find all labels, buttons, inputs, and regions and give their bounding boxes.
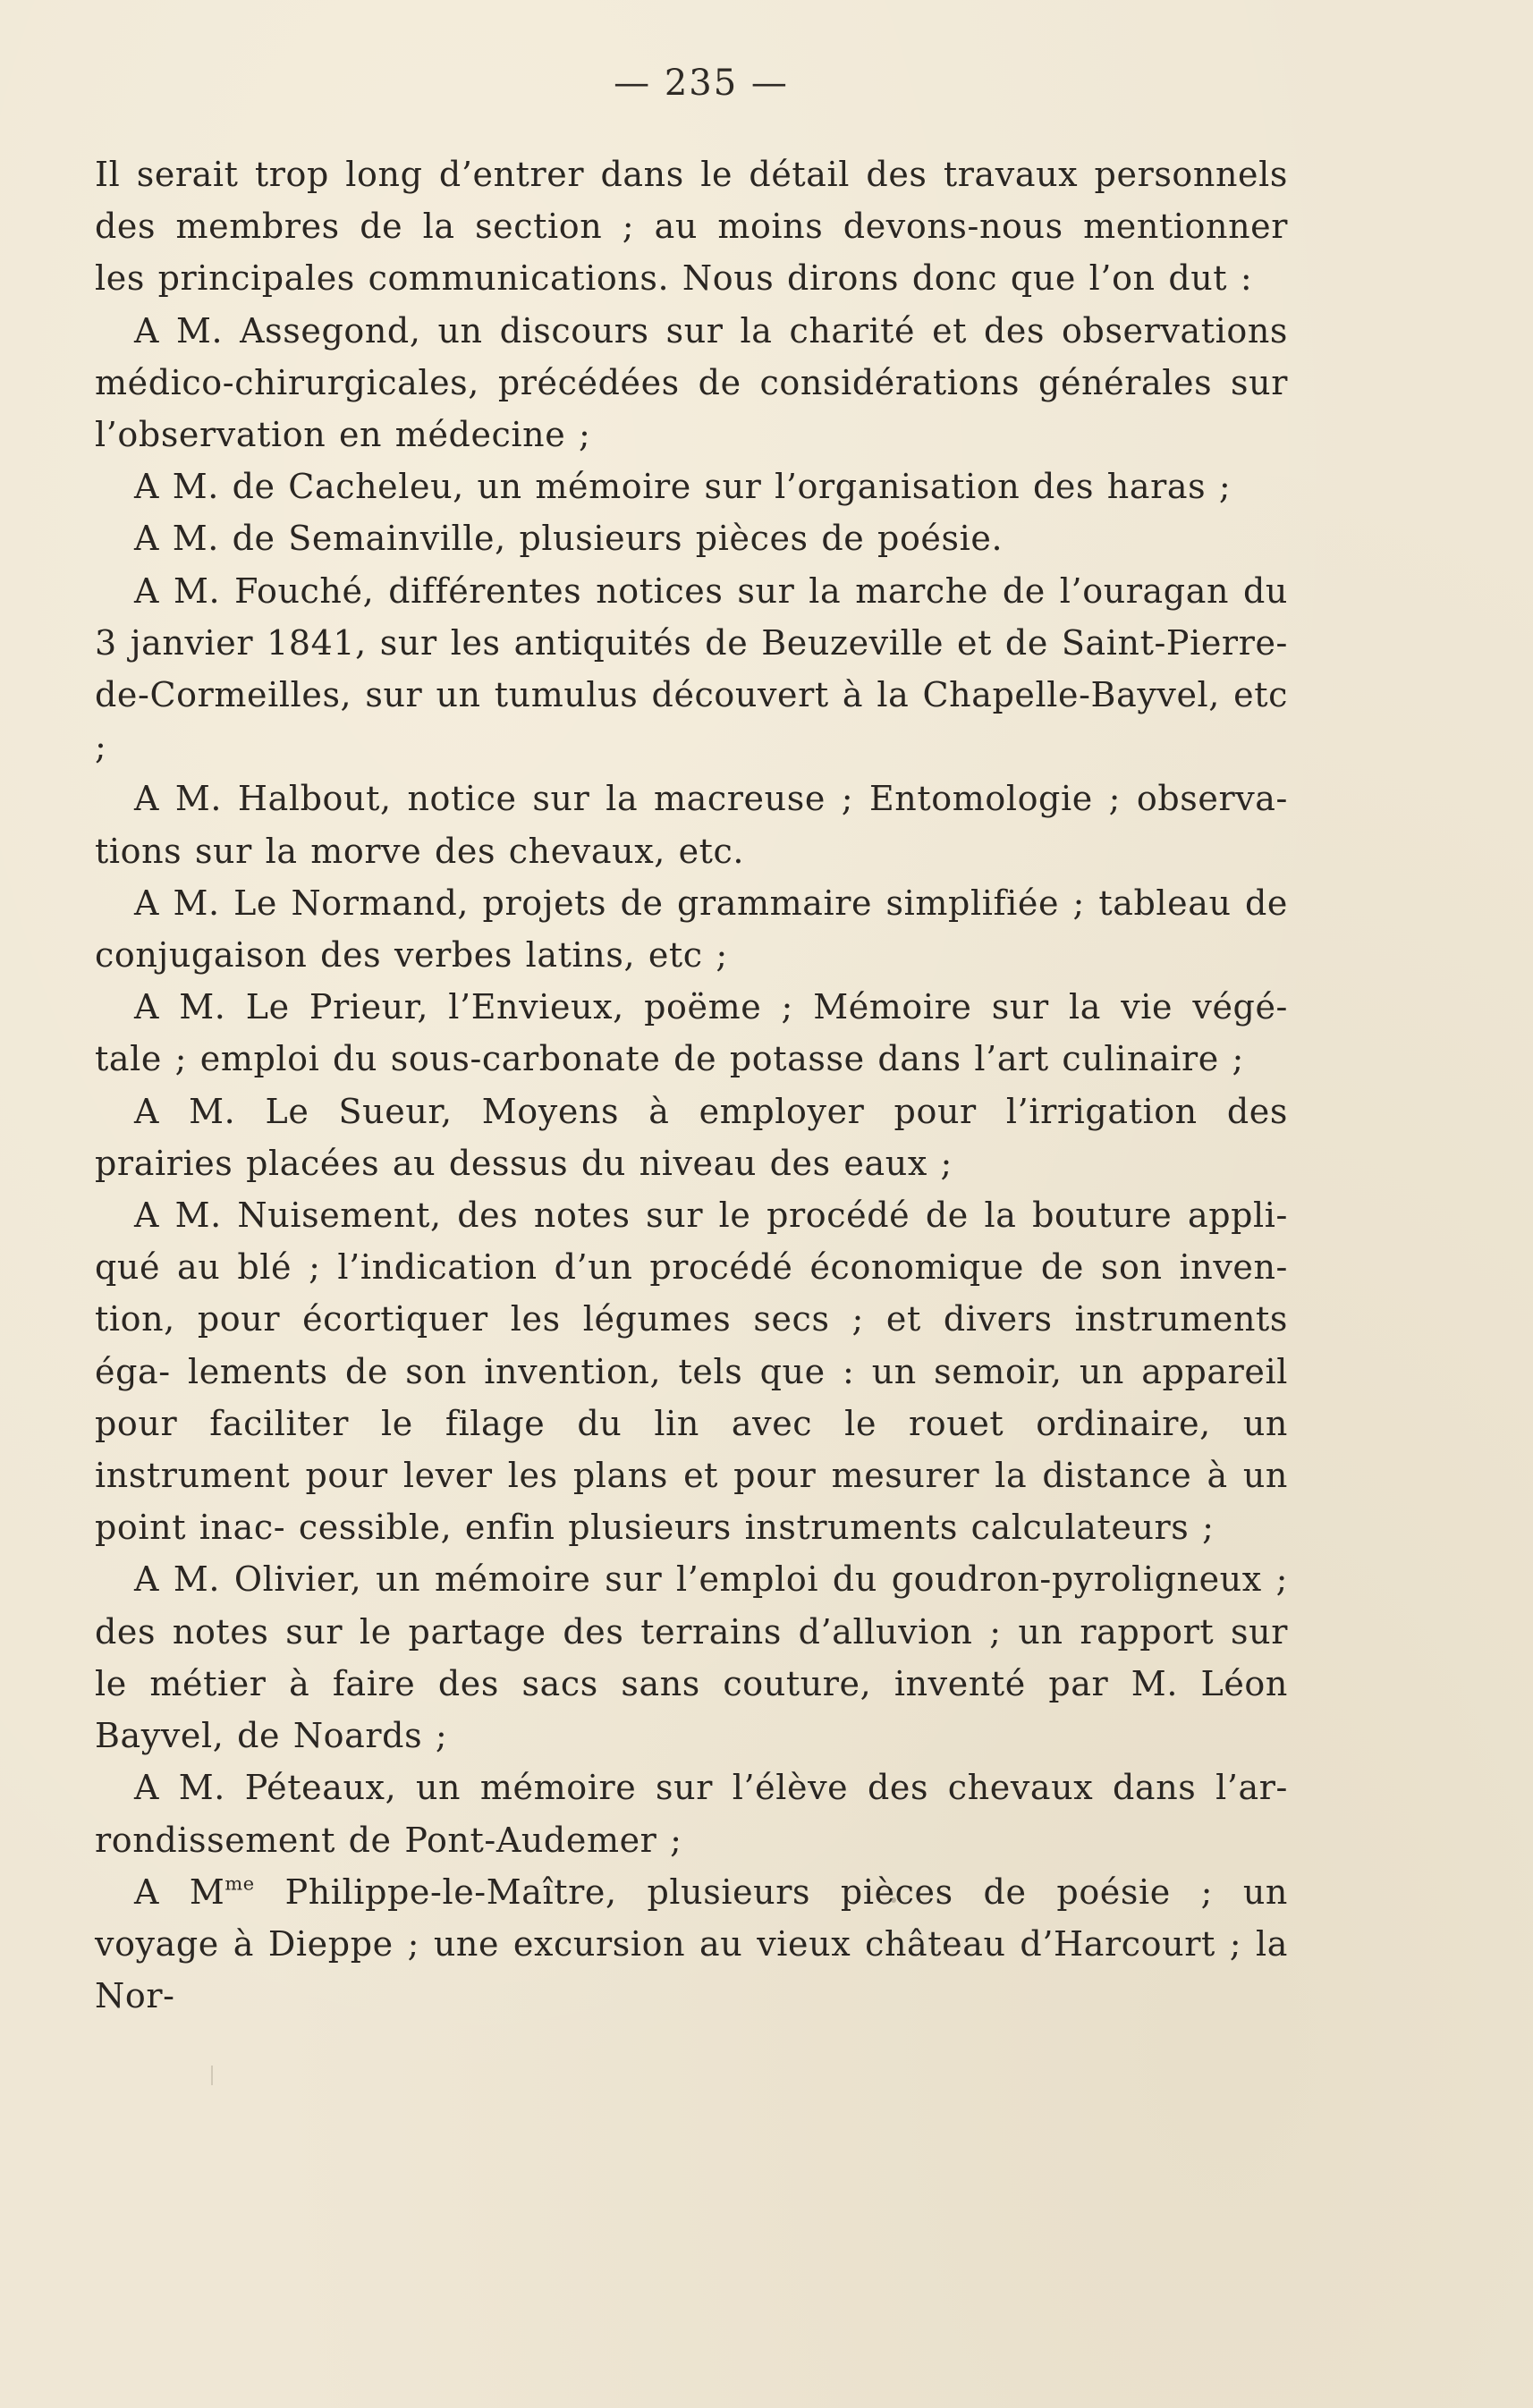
text-line: Il serait trop long d’entrer dans le détail des travaux personnels bbox=[95, 155, 1288, 194]
text-line: dut : bbox=[1168, 258, 1253, 299]
entry-nuisement bbox=[95, 1189, 1288, 1553]
text-line: A M. de Cacheleu, un mémoire sur l’organisation des haras ; bbox=[134, 467, 1232, 507]
text-line: 3 janvier 1841, sur les antiquités de Beuzeville et de Saint-Pierre- bbox=[95, 622, 1288, 663]
entry-peteaux bbox=[95, 1762, 1288, 1865]
entry-le-normand bbox=[95, 877, 1288, 981]
text-line: tions sur la morve des chevaux, etc. bbox=[95, 831, 745, 871]
paper-scratch bbox=[211, 2066, 213, 2085]
text-line-rest: Philippe-le-Maître, plusieurs pièces de poésie ; un voyage bbox=[95, 1871, 1288, 1964]
entry-semainville bbox=[95, 512, 1288, 564]
entry-le-prieur bbox=[95, 981, 1288, 1085]
paper-speck bbox=[891, 1897, 896, 1903]
text-line: placées au dessus du niveau des eaux ; bbox=[246, 1143, 953, 1183]
text-line: conjugaison des verbes latins, etc ; bbox=[95, 935, 728, 976]
text-line: A M. Le Prieur, l’Envieux, poëme ; Mémoire sur la vie végé- bbox=[134, 987, 1288, 1027]
text-line: des membres de la section ; au moins devons-nous mentionner bbox=[95, 207, 1288, 247]
text-line: A M. Olivier, un mémoire sur l’emploi du goudron-pyroligneux ; bbox=[134, 1559, 1288, 1600]
text-line: cessible, enfin plusieurs instruments calculateurs ; bbox=[298, 1508, 1215, 1548]
text-line: A M. de Semainville, plusieurs pièces de poésie. bbox=[134, 519, 1004, 559]
text-line: les principales communications. Nous dirons donc que l’on bbox=[95, 258, 1156, 299]
text-line: rondissement de Pont-Audemer ; bbox=[95, 1820, 682, 1860]
text-line: A M. Le Sueur, Moyens à employer pour l’irrigation des prairies bbox=[95, 1091, 1288, 1183]
text-line: A M. Halbout, notice sur la macreuse ; Entomologie ; observa- bbox=[134, 779, 1288, 819]
text-line-start: A M bbox=[134, 1871, 225, 1912]
text-line: à Dieppe ; une excursion au vieux château d’Harcourt ; la Nor- bbox=[95, 1923, 1288, 2016]
entry-halbout bbox=[95, 773, 1288, 876]
text-line: faciliter le filage du lin avec le rouet ordinaire, un instrument bbox=[95, 1403, 1288, 1496]
page-number: — 235 — bbox=[614, 63, 789, 104]
text-line: médico-chirurgicales, précédées de considérations générales sur bbox=[95, 362, 1288, 402]
entry-cacheleu bbox=[95, 460, 1288, 512]
text-line: A M. Le Normand, projets de grammaire simplifiée ; tableau de bbox=[134, 883, 1288, 923]
entry-olivier bbox=[95, 1553, 1288, 1762]
text-line: tale ; emploi du sous-carbonate de potasse dans l’art culinaire ; bbox=[95, 1039, 1244, 1079]
entry-assegond bbox=[95, 305, 1288, 461]
entry-philippe-le-maitre bbox=[95, 1866, 1288, 2023]
text-line: etc ; bbox=[95, 675, 1288, 767]
text-line: A M. Péteaux, un mémoire sur l’élève des chevaux dans l’ar- bbox=[134, 1768, 1288, 1808]
text-line: l’observation en médecine ; bbox=[95, 415, 591, 455]
text-line: A M. Assegond, un discours sur la charité et des observations bbox=[134, 310, 1288, 351]
text-line: qué au blé ; l’indication d’un procédé économique de son inven- bbox=[95, 1247, 1288, 1288]
text-line: A M. Nuisement, des notes sur le procédé de la bouture appli- bbox=[134, 1196, 1288, 1236]
entry-fouche bbox=[95, 565, 1288, 773]
text-line: pour lever les plans et pour mesurer la distance à un point inac- bbox=[95, 1456, 1289, 1548]
entry-le-sueur bbox=[95, 1086, 1288, 1189]
superscript-abbreviation: me bbox=[224, 1872, 255, 1895]
text-line: métier à faire des sacs sans couture, inventé par M. Léon Bayvel, bbox=[95, 1663, 1288, 1756]
text-line: A M. Fouché, différentes notices sur la marche de l’ouragan du bbox=[134, 570, 1288, 611]
text-line: de Noards ; bbox=[237, 1716, 448, 1756]
body-text bbox=[95, 148, 1288, 2022]
text-line: de-Cormeilles, sur un tumulus découvert à la Chapelle-Bayvel, bbox=[95, 675, 1220, 715]
text-line: des notes sur le partage des terrains d’alluvion ; un rapport sur le bbox=[95, 1611, 1288, 1703]
intro-paragraph bbox=[95, 148, 1288, 305]
text-line: lements de son invention, tels que : un semoir, un appareil pour bbox=[95, 1351, 1288, 1443]
text-line: tion, pour écortiquer les légumes secs ; et divers instruments éga- bbox=[95, 1299, 1288, 1391]
